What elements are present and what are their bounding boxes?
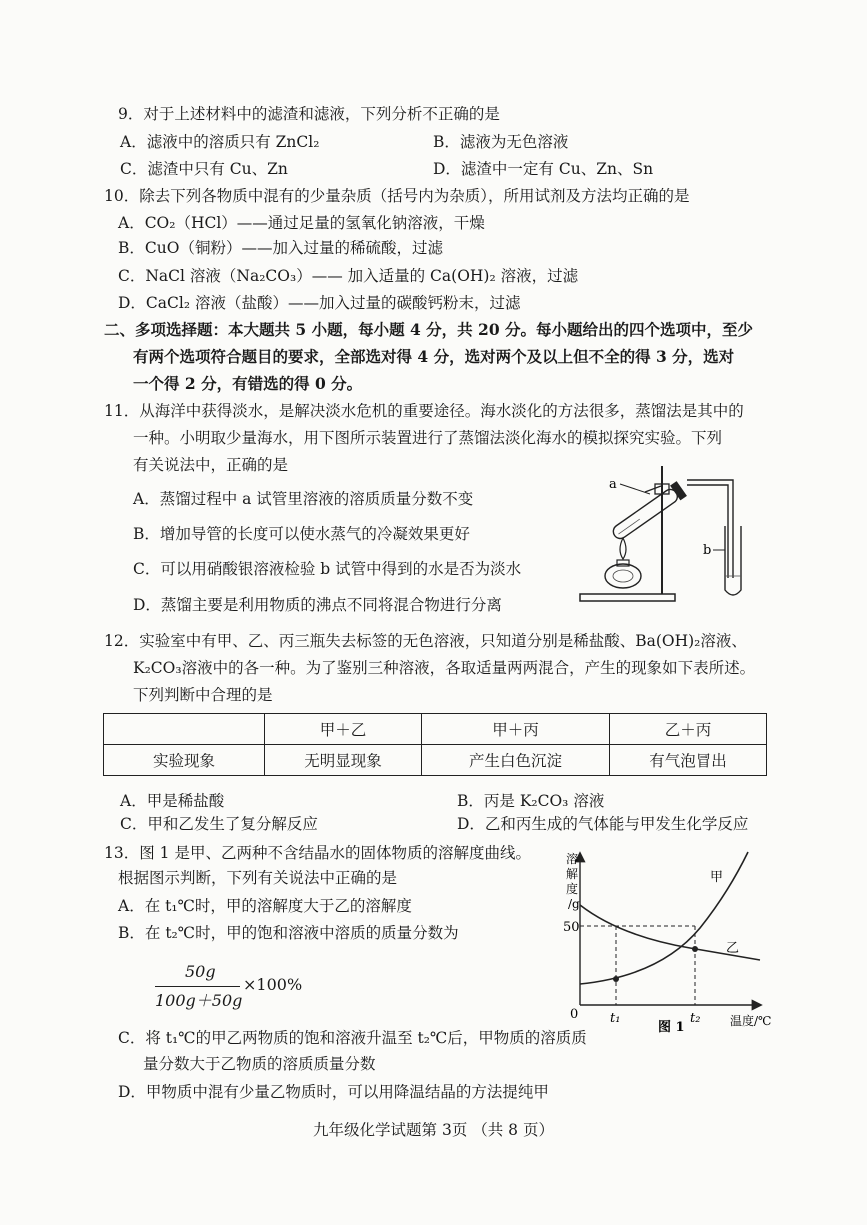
- label-a: a: [609, 477, 617, 492]
- solubility-chart: [560, 848, 790, 1038]
- table-header-cell: [104, 714, 265, 745]
- distillation-apparatus-figure: [575, 458, 760, 608]
- point-t2: [692, 946, 698, 952]
- q13-option-c-line1: C．将 t₁℃的甲乙两物质的饱和溶液升温至 t₂℃后，甲物质的溶质质: [118, 1029, 587, 1047]
- q12-option-d: D．乙和丙生成的气体能与甲发生化学反应: [457, 815, 749, 833]
- q9-option-d: D．滤渣中一定有 Cu、Zn、Sn: [433, 160, 654, 178]
- q13-line2: 根据图示判断，下列有关说法中正确的是: [118, 869, 398, 887]
- q11-line3: 有关说法中，正确的是: [133, 456, 289, 474]
- observation-table: [103, 713, 767, 776]
- q13-line1: 13．图 1 是甲、乙两种不含结晶水的固体物质的溶解度曲线。: [104, 844, 531, 862]
- table-cell: 无明显现象: [265, 745, 422, 776]
- x-tick-origin: 0: [570, 1007, 579, 1022]
- section2-line1: 二、多项选择题：本大题共 5 小题，每小题 4 分，共 20 分。每小题给出的四个选项中，至少: [104, 320, 754, 339]
- q10-option-a: A．CO₂（HCl）——通过足量的氢氧化钠溶液，干燥: [118, 214, 485, 232]
- table-cell: 实验现象: [104, 745, 265, 776]
- fraction-bar: [155, 986, 240, 987]
- q12-line1: 12．实验室中有甲、乙、丙三瓶失去标签的无色溶液，只知道分别是稀盐酸、Ba(OH)₂溶液、: [104, 632, 747, 650]
- fraction-numerator: 50g: [185, 962, 216, 981]
- chart-caption: 图 1: [658, 1020, 685, 1035]
- y-axis-label-4: /g: [568, 897, 580, 911]
- x-tick-t1: t₁: [610, 1011, 621, 1026]
- y-axis-label-3: 度: [566, 882, 579, 896]
- x-axis-label: 温度/℃: [730, 1014, 772, 1028]
- q11-option-b: B．增加导管的长度可以使水蒸气的冷凝效果更好: [133, 525, 470, 543]
- table-header-cell: 甲＋乙: [265, 714, 422, 745]
- point-t1: [613, 976, 619, 982]
- q12-line3: 下列判断中合理的是: [133, 686, 273, 704]
- q9-option-c: C．滤渣中只有 Cu、Zn: [120, 160, 288, 178]
- fraction-multiplier: ×100%: [243, 975, 303, 994]
- q12-option-c: C．甲和乙发生了复分解反应: [120, 815, 318, 833]
- q9-stem: 9．对于上述材料中的滤渣和滤液，下列分析不正确的是: [118, 105, 500, 123]
- fraction-denominator: 100g＋50g: [155, 991, 243, 1010]
- q13-option-a: A．在 t₁℃时，甲的溶解度大于乙的溶解度: [118, 897, 412, 915]
- series-label-jia: 甲: [710, 870, 724, 885]
- q10-stem: 10．除去下列各物质中混有的少量杂质（括号内为杂质），所用试剂及方法均正确的是: [104, 187, 690, 205]
- q10-option-b: B．CuO（铜粉）——加入过量的稀硫酸，过滤: [118, 239, 443, 257]
- q12-option-a: A．甲是稀盐酸: [120, 792, 225, 810]
- q9-option-a: A．滤液中的溶质只有 ZnCl₂: [120, 133, 320, 151]
- q12-line2: K₂CO₃溶液中的各一种。为了鉴别三种溶液，各取适量两两混合，产生的现象如下表所述。: [133, 659, 756, 677]
- table-row: [104, 745, 767, 776]
- section2-line2: 有两个选项符合题目的要求，全部选对得 4 分，选对两个及以上但不全的得 3 分，选对: [133, 347, 735, 366]
- q12-option-b: B．丙是 K₂CO₃ 溶液: [457, 792, 605, 810]
- x-tick-t2: t₂: [690, 1011, 701, 1026]
- series-label-yi: 乙: [726, 941, 740, 956]
- q10-option-d: D．CaCl₂ 溶液（盐酸）——加入过量的碳酸钙粉末，过滤: [118, 294, 521, 312]
- q9-option-b: B．滤液为无色溶液: [433, 133, 569, 151]
- q11-line1: 11．从海洋中获得淡水，是解决淡水危机的重要途径。海水淡化的方法很多，蒸馏法是其中的: [104, 402, 744, 420]
- q11-option-c: C．可以用硝酸银溶液检验 b 试管中得到的水是否为淡水: [133, 560, 522, 578]
- q11-line2: 一种。小明取少量海水，用下图所示装置进行了蒸馏法淡化海水的模拟探究实验。下列: [133, 429, 723, 447]
- q11-option-d: D．蒸馏主要是利用物质的沸点不同将混合物进行分离: [133, 596, 502, 614]
- y-axis-label-2: 解: [566, 867, 579, 881]
- table-cell: 有气泡冒出: [609, 745, 766, 776]
- table-header-cell: 甲＋丙: [422, 714, 610, 745]
- table-row: [104, 714, 767, 745]
- q13-option-b: B．在 t₂℃时，甲的饱和溶液中溶质的质量分数为: [118, 924, 459, 942]
- y-tick-label: 50: [563, 920, 580, 935]
- label-b: b: [703, 543, 712, 558]
- q10-option-c: C．NaCl 溶液（Na₂CO₃）—— 加入适量的 Ca(OH)₂ 溶液，过滤: [118, 267, 579, 285]
- q13-option-c-line2: 量分数大于乙物质的溶质质量分数: [143, 1055, 376, 1073]
- q13-option-d: D．甲物质中混有少量乙物质时，可以用降温结晶的方法提纯甲: [118, 1083, 549, 1101]
- page-footer: 九年级化学试题第 3页 （共 8 页）: [313, 1121, 554, 1139]
- table-header-cell: 乙＋丙: [609, 714, 766, 745]
- q11-option-a: A．蒸馏过程中 a 试管里溶液的溶质质量分数不变: [133, 490, 474, 508]
- y-axis-label-1: 溶: [566, 852, 579, 866]
- section2-line3: 一个得 2 分，有错选的得 0 分。: [133, 374, 363, 393]
- table-cell: 产生白色沉淀: [422, 745, 610, 776]
